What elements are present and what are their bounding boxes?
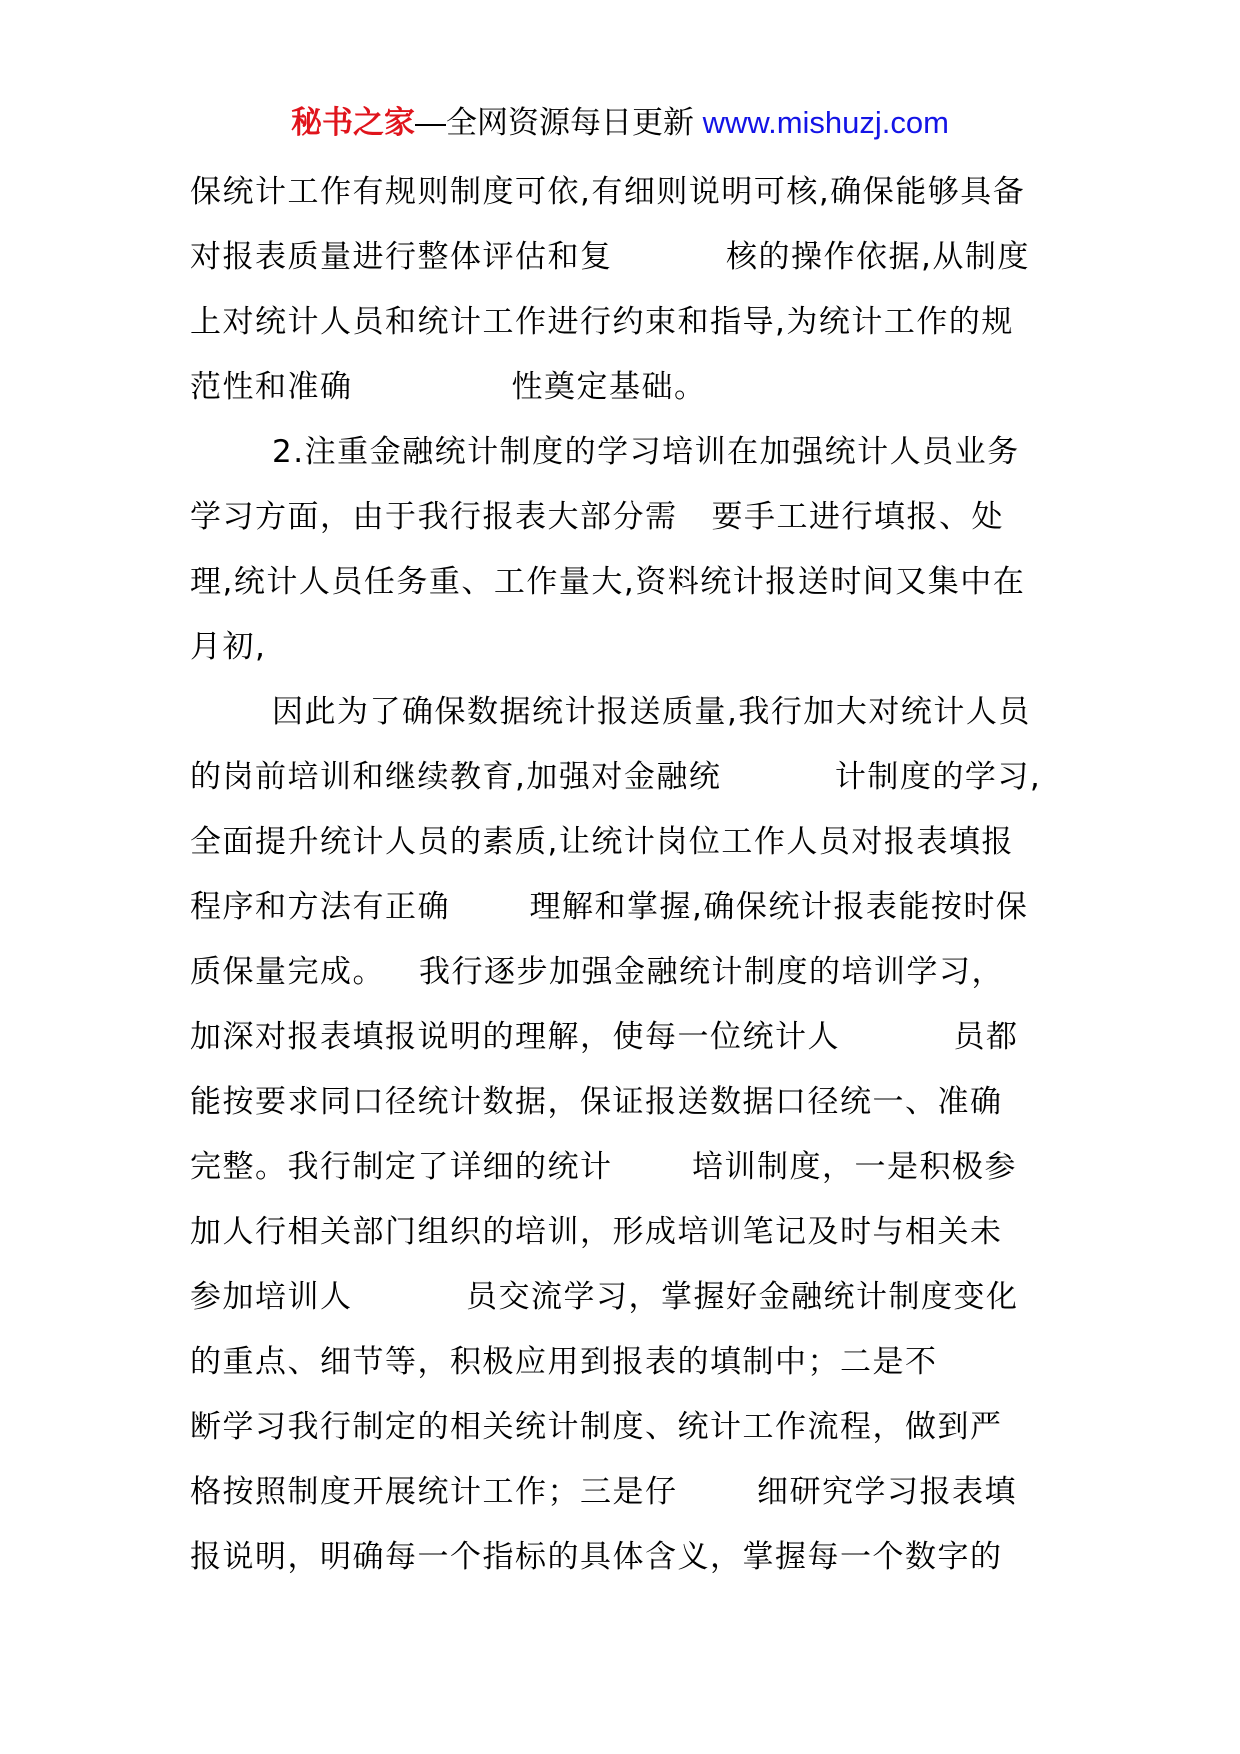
text-line: 保统计工作有规则制度可依,有细则说明可核,确保能够具备 xyxy=(190,174,1026,210)
text-line: 的岗前培训和继续教育,加强对金融统 计制度的学习, xyxy=(190,759,1042,795)
text-line: 断学习我行制定的相关统计制度、统计工作流程，做到严 xyxy=(190,1409,1003,1445)
text-line: 加深对报表填报说明的理解，使每一位统计人 员都 xyxy=(190,1019,1019,1055)
text-line: 范性和准确 性奠定基础。 xyxy=(190,369,707,405)
text-line: 加人行相关部门组织的培训，形成培训笔记及时与相关未 xyxy=(190,1214,1003,1250)
site-brand: 秘书之家 xyxy=(291,105,416,140)
text-line: 学习方面，由于我行报表大部分需 要手工进行填报、处 xyxy=(190,499,1005,535)
text-line: 报说明，明确每一个指标的具体含义，掌握每一个数字的 xyxy=(190,1539,1003,1575)
text-line: 对报表质量进行整体评估和复 核的操作依据,从制度 xyxy=(190,239,1030,275)
page-header xyxy=(0,100,1240,146)
document-body xyxy=(190,160,1060,1590)
text-line: 上对统计人员和统计工作进行约束和指导,为统计工作的规 xyxy=(190,304,1014,340)
text-line: 质保量完成。 我行逐步加强金融统计制度的培训学习， xyxy=(190,954,1005,990)
text-line: 全面提升统计人员的素质,让统计岗位工作人员对报表填报 xyxy=(190,824,1014,860)
text-line: 理,统计人员任务重、工作量大,资料统计报送时间又集中在 xyxy=(190,564,1026,600)
text-line: 格按照制度开展统计工作；三是仔 细研究学习报表填 xyxy=(190,1474,1017,1510)
text-line: 程序和方法有正确 理解和掌握,确保统计报表能按时保 xyxy=(190,889,1029,925)
text-line: 月初, xyxy=(190,629,267,665)
text-line: 完整。我行制定了详细的统计 培训制度，一是积极参 xyxy=(190,1149,1017,1185)
site-tagline: —全网资源每日更新 xyxy=(415,105,703,140)
site-url-link[interactable]: www.mishuzj.com xyxy=(702,105,949,140)
text-line: 的重点、细节等，积极应用到报表的填制中；二是不 xyxy=(190,1344,938,1380)
text-line: 2.注重金融统计制度的学习培训在加强统计人员业务 xyxy=(272,434,1020,470)
text-line: 能按要求同口径统计数据，保证报送数据口径统一、准确 xyxy=(190,1084,1003,1120)
text-line: 因此为了确保数据统计报送质量,我行加大对统计人员 xyxy=(272,694,1031,730)
text-line: 参加培训人 员交流学习，掌握好金融统计制度变化 xyxy=(190,1279,1019,1315)
